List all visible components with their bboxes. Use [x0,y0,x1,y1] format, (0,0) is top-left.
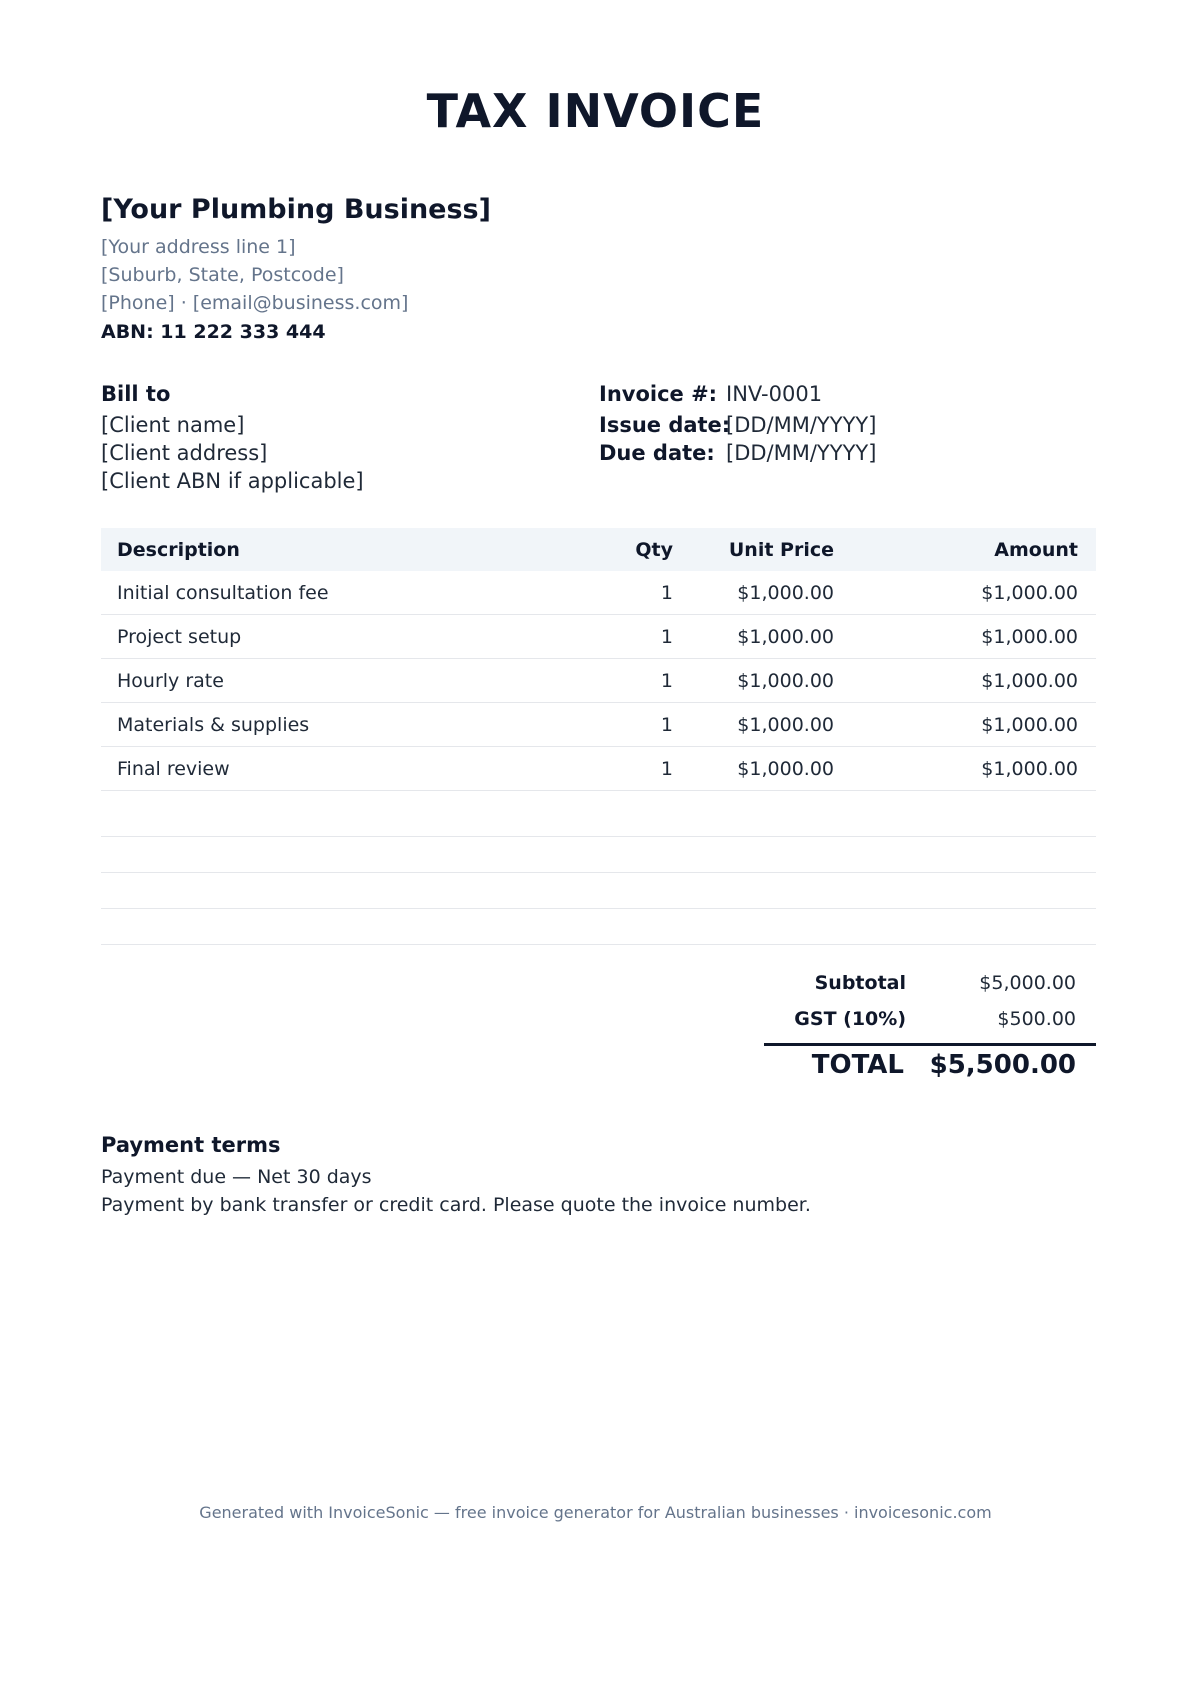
totals-divider [764,1043,1096,1046]
footer-note: Generated with InvoiceSonic — free invoice generator for Australian businesses · invoicesonic.com [199,1503,992,1522]
item-description: Initial consultation fee [101,571,592,615]
subtotal-label: Subtotal [814,972,906,994]
client-address: [Client address] [101,441,268,465]
blank-table-row [101,909,1096,945]
blank-table-row [101,800,1096,837]
payment-terms-line1: Payment due — Net 30 days [101,1166,372,1188]
line-items-table [101,528,1096,791]
item-description: Project setup [101,615,592,659]
issue-date-label: Issue date: [599,413,731,437]
item-description: Materials & supplies [101,703,592,747]
item-description: Hourly rate [101,659,592,703]
due-date-label: Due date: [599,441,715,465]
total-label: TOTAL [811,1050,904,1080]
item-amount: $1,000.00 [852,747,1096,791]
subtotal-value: $5,000.00 [979,972,1076,994]
item-qty: 1 [592,747,691,791]
gst-value: $500.00 [997,1008,1076,1030]
table-header-row [101,528,1096,571]
item-unit-price: $1,000.00 [691,615,852,659]
business-name: [Your Plumbing Business] [101,194,491,225]
item-unit-price: $1,000.00 [691,703,852,747]
business-contact: [Phone] · [email@business.com] [101,292,409,314]
business-abn: ABN: 11 222 333 444 [101,321,326,343]
issue-date: [DD/MM/YYYY] [726,413,877,437]
column-header-amount: Amount [852,528,1096,571]
page-title: TAX INVOICE [426,84,765,138]
item-qty: 1 [592,615,691,659]
item-unit-price: $1,000.00 [691,747,852,791]
table-row [101,615,1096,659]
invoice-number-label: Invoice #: [599,382,718,406]
payment-terms-line2: Payment by bank transfer or credit card. Please quote the invoice number. [101,1194,811,1216]
client-abn: [Client ABN if applicable] [101,469,364,493]
item-unit-price: $1,000.00 [691,659,852,703]
business-address-line1: [Your address line 1] [101,236,296,258]
item-qty: 1 [592,659,691,703]
payment-terms-heading: Payment terms [101,1133,281,1157]
item-unit-price: $1,000.00 [691,571,852,615]
column-header-qty: Qty [592,528,691,571]
column-header-unit-price: Unit Price [691,528,852,571]
table-row [101,659,1096,703]
business-address-line2: [Suburb, State, Postcode] [101,264,344,286]
gst-label: GST (10%) [794,1008,906,1030]
item-amount: $1,000.00 [852,659,1096,703]
column-header-description: Description [101,528,592,571]
total-value: $5,500.00 [929,1050,1076,1080]
item-qty: 1 [592,571,691,615]
table-row [101,747,1096,791]
table-row [101,703,1096,747]
invoice-number: INV-0001 [726,382,823,406]
item-amount: $1,000.00 [852,615,1096,659]
item-qty: 1 [592,703,691,747]
client-name: [Client name] [101,413,245,437]
blank-table-row [101,837,1096,873]
bill-to-heading: Bill to [101,382,171,406]
item-amount: $1,000.00 [852,571,1096,615]
item-description: Final review [101,747,592,791]
table-row [101,571,1096,615]
item-amount: $1,000.00 [852,703,1096,747]
due-date: [DD/MM/YYYY] [726,441,877,465]
blank-table-row [101,873,1096,909]
